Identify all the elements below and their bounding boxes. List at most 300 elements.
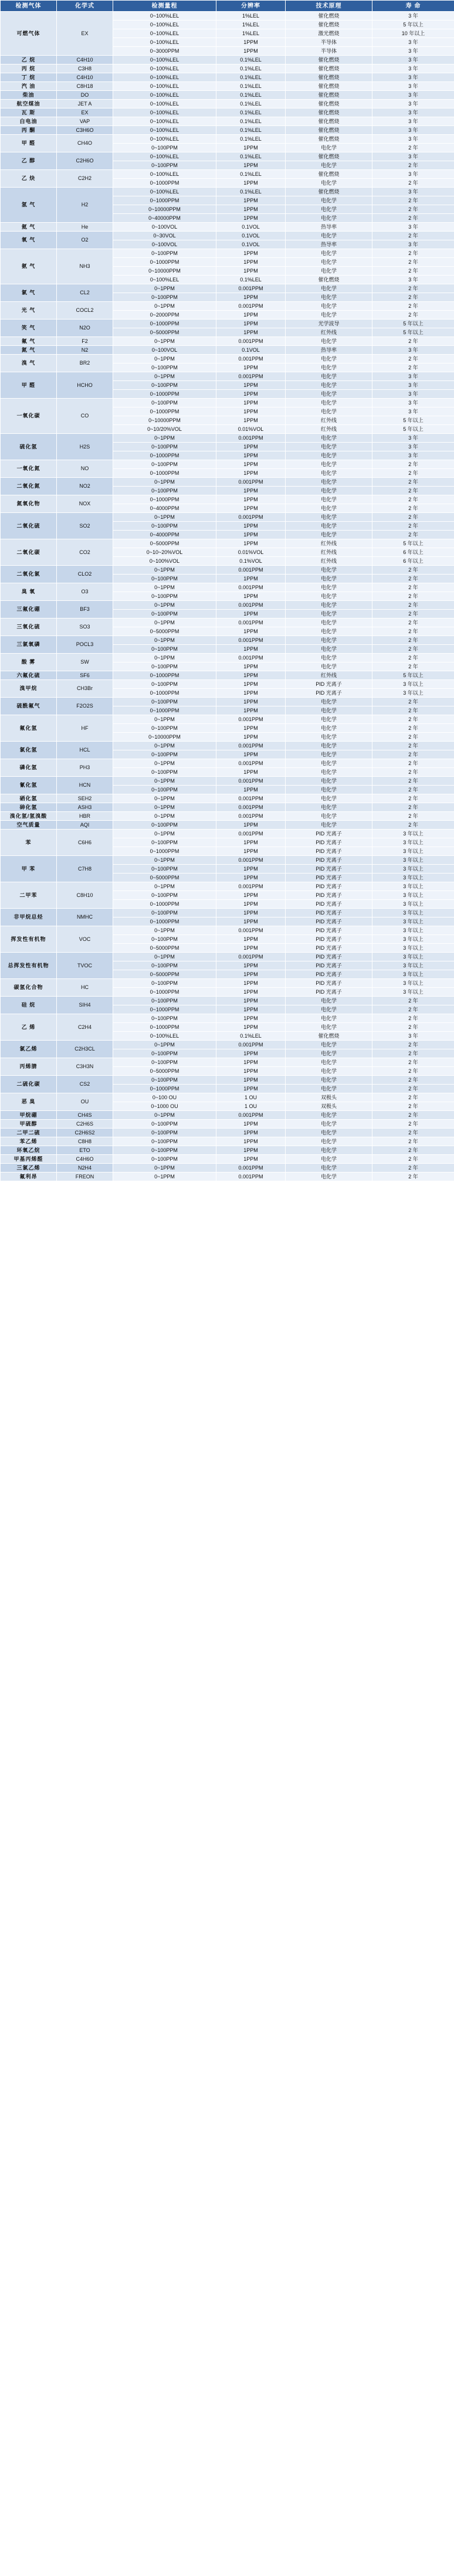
cell-detection-range: 0~100PPM [113,680,216,689]
cell-chemical-formula: C8H18 [57,82,113,91]
cell-detection-range: 0~1PPM [113,742,216,750]
cell-lifetime: 2 年 [372,214,454,223]
cell-detection-range: 0~1000PPM [113,847,216,856]
table-row [1,1076,454,1085]
cell-technology: 电化学 [286,759,372,768]
cell-gas-name: 氟化氢 [1,715,57,742]
cell-resolution: 1PPM [216,1067,286,1076]
cell-detection-range: 0~100PPM [113,891,216,900]
cell-technology: 电化学 [286,302,372,311]
cell-resolution: 0.1%VOL [216,557,286,566]
cell-technology: 电化学 [286,284,372,293]
cell-detection-range: 0~100PPM [113,997,216,1005]
cell-technology: PID 光离子 [286,838,372,847]
cell-resolution: 0.001PPM [216,654,286,662]
cell-detection-range: 0~100PPM [113,249,216,258]
cell-technology: 催化燃烧 [286,73,372,82]
table-row [1,636,454,645]
table-row [1,1093,454,1102]
cell-lifetime: 3 年 [372,117,454,126]
cell-resolution: 0.001PPM [216,1111,286,1120]
table-row [1,126,454,135]
cell-resolution: 0.001PPM [216,513,286,522]
table-row [1,56,454,64]
cell-lifetime: 3 年 [372,346,454,355]
cell-gas-name: 一氧化氮 [1,460,57,478]
cell-technology: 电化学 [286,205,372,214]
cell-chemical-formula: C8H8 [57,1137,113,1146]
cell-technology: 双极头 [286,1093,372,1102]
cell-lifetime: 2 年 [372,1111,454,1120]
cell-resolution: 1PPM [216,249,286,258]
cell-lifetime: 2 年 [372,460,454,469]
cell-detection-range: 0~100%LEL [113,276,216,284]
cell-technology: 催化燃烧 [286,100,372,108]
cell-resolution: 1PPM [216,443,286,451]
cell-detection-range: 0~1000 OU [113,1102,216,1111]
cell-resolution: 0.01%VOL [216,548,286,557]
cell-chemical-formula: C2H3CL [57,1041,113,1058]
cell-technology: 电化学 [286,750,372,759]
cell-chemical-formula: ASH3 [57,803,113,812]
cell-technology: 双极头 [286,1102,372,1111]
cell-gas-name: 硫化氢 [1,434,57,460]
cell-detection-range: 0~4000PPM [113,504,216,513]
cell-technology: 电化学 [286,355,372,363]
cell-detection-range: 0~100PPM [113,786,216,794]
cell-lifetime: 2 年 [372,513,454,522]
cell-lifetime: 2 年 [372,1014,454,1023]
cell-chemical-formula: N2 [57,346,113,355]
cell-gas-name: 乙 烷 [1,56,57,64]
cell-resolution: 1PPM [216,381,286,390]
cell-lifetime: 3 年 [372,135,454,144]
cell-detection-range: 0~1000PPM [113,706,216,715]
cell-detection-range: 0~1PPM [113,1173,216,1181]
cell-lifetime: 3 年以上 [372,988,454,997]
cell-technology: 电化学 [286,1014,372,1023]
cell-resolution: 0.1%LEL [216,152,286,161]
cell-chemical-formula: NMHC [57,909,113,926]
table-row [1,346,454,355]
cell-gas-name: 甲 醛 [1,372,57,399]
cell-lifetime: 3 年以上 [372,917,454,926]
cell-gas-name: 二氧化氮 [1,478,57,495]
cell-chemical-formula: SO2 [57,513,113,539]
cell-resolution: 0.1%LEL [216,170,286,179]
cell-detection-range: 0~1PPM [113,372,216,381]
cell-lifetime: 2 年 [372,1146,454,1155]
cell-lifetime: 2 年 [372,803,454,812]
cell-resolution: 1PPM [216,460,286,469]
cell-resolution: 0.001PPM [216,478,286,487]
cell-lifetime: 2 年 [372,794,454,803]
cell-resolution: 1PPM [216,47,286,56]
cell-resolution: 0.1VOL [216,223,286,232]
cell-detection-range: 0~1PPM [113,926,216,935]
cell-resolution: 0.001PPM [216,777,286,786]
cell-technology: 红外线 [286,548,372,557]
cell-lifetime: 2 年 [372,1120,454,1129]
cell-lifetime: 2 年 [372,636,454,645]
cell-resolution: 1PPM [216,970,286,979]
cell-resolution: 1PPM [216,821,286,830]
table-row [1,1146,454,1155]
cell-technology: 电化学 [286,1041,372,1049]
cell-detection-range: 0~100PPM [113,1014,216,1023]
cell-resolution: 1PPM [216,961,286,970]
cell-technology: 电化学 [286,1164,372,1173]
cell-gas-name: 笑 气 [1,320,57,337]
cell-detection-range: 0~100PPM [113,750,216,759]
cell-resolution: 0.1%LEL [216,108,286,117]
cell-gas-name: 氮氧化物 [1,495,57,513]
cell-technology: 电化学 [286,258,372,267]
cell-gas-name: 光 气 [1,302,57,320]
cell-resolution: 0.001PPM [216,953,286,961]
cell-detection-range: 0~100PPM [113,1146,216,1155]
cell-lifetime: 2 年 [372,196,454,205]
table-row [1,1137,454,1146]
cell-technology: 电化学 [286,821,372,830]
cell-lifetime: 2 年 [372,144,454,152]
cell-lifetime: 3 年 [372,38,454,47]
cell-resolution: 1PPM [216,865,286,874]
cell-lifetime: 2 年 [372,293,454,302]
cell-detection-range: 0~100PPM [113,838,216,847]
table-row [1,909,454,917]
cell-resolution: 0.001PPM [216,337,286,346]
cell-technology: 电化学 [286,337,372,346]
cell-chemical-formula: C8H10 [57,882,113,909]
cell-resolution: 0.1VOL [216,232,286,240]
cell-technology: 电化学 [286,803,372,812]
cell-resolution: 1PPM [216,1049,286,1058]
cell-technology: 电化学 [286,1129,372,1137]
cell-lifetime: 2 年 [372,821,454,830]
cell-lifetime: 2 年 [372,478,454,487]
cell-technology: 催化燃烧 [286,64,372,73]
cell-technology: 电化学 [286,733,372,742]
cell-chemical-formula: CS2 [57,1076,113,1093]
cell-detection-range: 0~1000PPM [113,900,216,909]
cell-resolution: 0.1%LEL [216,126,286,135]
table-row [1,794,454,803]
cell-technology: PID 光离子 [286,988,372,997]
cell-detection-range: 0~1000PPM [113,390,216,399]
cell-lifetime: 2 年 [372,1102,454,1111]
cell-lifetime: 2 年 [372,469,454,478]
cell-technology: PID 光离子 [286,847,372,856]
cell-chemical-formula: CH4S [57,1111,113,1120]
cell-resolution: 0.001PPM [216,302,286,311]
cell-detection-range: 0~100PPM [113,1120,216,1129]
cell-resolution: 1PPM [216,487,286,495]
table-row [1,1164,454,1173]
cell-detection-range: 0~1000PPM [113,917,216,926]
cell-detection-range: 0~100%LEL [113,29,216,38]
cell-resolution: 0.001PPM [216,742,286,750]
cell-resolution: 1PPM [216,909,286,917]
cell-lifetime: 3 年 [372,276,454,284]
cell-gas-name: 可燃气体 [1,12,57,56]
cell-technology: 电化学 [286,478,372,487]
cell-technology: PID 光离子 [286,979,372,988]
cell-lifetime: 3 年 [372,407,454,416]
cell-detection-range: 0~100PPM [113,1137,216,1146]
cell-technology: 催化燃烧 [286,1032,372,1041]
cell-detection-range: 0~10/20%VOL [113,425,216,434]
table-row [1,82,454,91]
cell-lifetime: 3 年以上 [372,891,454,900]
cell-lifetime: 2 年 [372,777,454,786]
cell-lifetime: 2 年 [372,706,454,715]
cell-lifetime: 2 年 [372,786,454,794]
cell-lifetime: 2 年 [372,733,454,742]
cell-gas-name: 一氧化碳 [1,399,57,434]
cell-detection-range: 0~2000PPM [113,311,216,320]
cell-gas-name: 空气质量 [1,821,57,830]
cell-technology: PID 光离子 [286,900,372,909]
cell-technology: 电化学 [286,267,372,276]
cell-gas-name: 瓦 斯 [1,108,57,117]
cell-detection-range: 0~1000PPM [113,451,216,460]
cell-lifetime: 5 年以上 [372,671,454,680]
table-row [1,320,454,328]
cell-technology: 催化燃烧 [286,117,372,126]
cell-lifetime: 2 年 [372,232,454,240]
cell-gas-name: 二氧化氯 [1,566,57,583]
cell-gas-name: 氯 气 [1,284,57,302]
cell-gas-name: 二甲二硫 [1,1129,57,1137]
cell-chemical-formula: HC [57,979,113,997]
cell-resolution: 1PPM [216,539,286,548]
cell-resolution: 1PPM [216,179,286,188]
cell-detection-range: 0~100PPM [113,698,216,706]
cell-chemical-formula: ETO [57,1146,113,1155]
cell-resolution: 1PPM [216,390,286,399]
cell-gas-name: 甲 苯 [1,856,57,882]
cell-gas-name: 氮 气 [1,346,57,355]
cell-technology: 电化学 [286,451,372,460]
cell-technology: PID 光离子 [286,944,372,953]
cell-detection-range: 0~1000PPM [113,258,216,267]
cell-lifetime: 2 年 [372,698,454,706]
cell-technology: 半导体 [286,38,372,47]
cell-technology: 红外线 [286,328,372,337]
table-row [1,232,454,240]
cell-chemical-formula: POCL3 [57,636,113,654]
cell-detection-range: 0~100%LEL [113,117,216,126]
cell-lifetime: 3 年 [372,372,454,381]
cell-chemical-formula: C2H4 [57,1014,113,1041]
table-row [1,812,454,821]
cell-technology: 电化学 [286,1058,372,1067]
cell-lifetime: 5 年以上 [372,539,454,548]
table-row [1,460,454,469]
cell-detection-range: 0~100PPM [113,487,216,495]
table-row [1,601,454,610]
cell-chemical-formula: C2H2 [57,170,113,188]
cell-detection-range: 0~1PPM [113,803,216,812]
cell-gas-name: 丁 烷 [1,73,57,82]
cell-gas-name: 甲 醛 [1,135,57,152]
table-row [1,249,454,258]
cell-lifetime: 2 年 [372,742,454,750]
cell-technology: 电化学 [286,522,372,531]
cell-resolution: 1PPM [216,1023,286,1032]
cell-gas-name: 氟 气 [1,337,57,346]
cell-chemical-formula: O3 [57,583,113,601]
cell-gas-name: 二硫化碳 [1,1076,57,1093]
cell-technology: 电化学 [286,144,372,152]
cell-detection-range: 0~1PPM [113,777,216,786]
cell-lifetime: 2 年 [372,724,454,733]
cell-lifetime: 3 年以上 [372,830,454,838]
cell-technology: 催化燃烧 [286,135,372,144]
cell-detection-range: 0~100%LEL [113,64,216,73]
cell-detection-range: 0~10000PPM [113,733,216,742]
cell-technology: PID 光离子 [286,926,372,935]
cell-resolution: 0.001PPM [216,1164,286,1173]
cell-detection-range: 0~1000PPM [113,469,216,478]
cell-resolution: 0.1%LEL [216,91,286,100]
cell-detection-range: 0~5000PPM [113,539,216,548]
cell-resolution: 0.001PPM [216,372,286,381]
cell-chemical-formula: VOC [57,926,113,953]
cell-detection-range: 0~5000PPM [113,328,216,337]
cell-chemical-formula: JET A [57,100,113,108]
cell-chemical-formula: C3H8 [57,64,113,73]
cell-gas-name: 氨 气 [1,249,57,284]
cell-technology: 电化学 [286,460,372,469]
table-row [1,830,454,838]
cell-detection-range: 0~100PPM [113,144,216,152]
cell-resolution: 0.001PPM [216,284,286,293]
cell-detection-range: 0~30VOL [113,232,216,240]
cell-detection-range: 0~1PPM [113,583,216,592]
cell-resolution: 1PPM [216,917,286,926]
cell-gas-name: 氰化氢 [1,777,57,794]
cell-technology: 电化学 [286,645,372,654]
cell-gas-name: 苯乙烯 [1,1137,57,1146]
cell-lifetime: 5 年以上 [372,328,454,337]
cell-gas-name: 航空煤油 [1,100,57,108]
cell-detection-range: 0~1000PPM [113,320,216,328]
cell-chemical-formula: NO2 [57,478,113,495]
cell-lifetime: 2 年 [372,531,454,539]
table-row [1,135,454,144]
cell-lifetime: 3 年 [372,381,454,390]
cell-chemical-formula: SO3 [57,618,113,636]
cell-gas-name: 硒化氢 [1,794,57,803]
cell-technology: 电化学 [286,742,372,750]
cell-technology: 电化学 [286,566,372,575]
cell-chemical-formula: C2H6S [57,1120,113,1129]
cell-gas-name: 乙 炔 [1,170,57,188]
cell-technology: 电化学 [286,610,372,618]
cell-technology: 激光燃烧 [286,29,372,38]
cell-resolution: 1%LEL [216,12,286,21]
cell-technology: 电化学 [286,311,372,320]
cell-gas-name: 苯 [1,830,57,856]
cell-chemical-formula: EX [57,108,113,117]
cell-chemical-formula: SW [57,654,113,671]
cell-detection-range: 0~100PPM [113,645,216,654]
cell-detection-range: 0~1000PPM [113,495,216,504]
cell-gas-name: 硫酰氟气 [1,698,57,715]
cell-lifetime: 2 年 [372,267,454,276]
cell-detection-range: 0~100%LEL [113,1032,216,1041]
cell-chemical-formula: SEH2 [57,794,113,803]
cell-technology: 催化燃烧 [286,82,372,91]
cell-gas-name: 甲烷硼 [1,1111,57,1120]
cell-detection-range: 0~100%LEL [113,91,216,100]
cell-chemical-formula: CH4O [57,135,113,152]
cell-technology: 热导率 [286,223,372,232]
cell-lifetime: 3 年以上 [372,847,454,856]
cell-technology: 电化学 [286,786,372,794]
cell-resolution: 1%LEL [216,21,286,29]
cell-lifetime: 3 年 [372,240,454,249]
cell-technology: PID 光离子 [286,882,372,891]
cell-lifetime: 5 年以上 [372,416,454,425]
table-row [1,1155,454,1164]
cell-detection-range: 0~1PPM [113,759,216,768]
cell-detection-range: 0~100PPM [113,575,216,583]
cell-gas-name: 氧 气 [1,232,57,249]
cell-technology: PID 光离子 [286,680,372,689]
cell-resolution: 1PPM [216,293,286,302]
cell-resolution: 0.1%LEL [216,135,286,144]
cell-chemical-formula: HF [57,715,113,742]
cell-resolution: 0.1%LEL [216,276,286,284]
cell-resolution: 1PPM [216,328,286,337]
cell-technology: 电化学 [286,434,372,443]
cell-technology: 电化学 [286,1005,372,1014]
cell-lifetime: 2 年 [372,618,454,627]
cell-resolution: 0.001PPM [216,1173,286,1181]
cell-technology: 催化燃烧 [286,56,372,64]
cell-resolution: 1PPM [216,1129,286,1137]
cell-technology: 电化学 [286,443,372,451]
cell-technology: PID 光离子 [286,865,372,874]
cell-lifetime: 3 年 [372,451,454,460]
table-row [1,434,454,443]
cell-detection-range: 0~5000PPM [113,970,216,979]
cell-lifetime: 5 年以上 [372,320,454,328]
cell-gas-name: 三氯氧磷 [1,636,57,654]
cell-detection-range: 0~1000PPM [113,196,216,205]
cell-technology: 电化学 [286,1146,372,1155]
cell-chemical-formula: AQI [57,821,113,830]
cell-resolution: 1PPM [216,750,286,759]
table-row [1,566,454,575]
cell-technology: 电化学 [286,232,372,240]
cell-chemical-formula: BR2 [57,355,113,372]
cell-lifetime: 2 年 [372,627,454,636]
cell-resolution: 0.001PPM [216,1041,286,1049]
cell-chemical-formula: CO [57,399,113,434]
cell-gas-name: 丙烯腈 [1,1058,57,1076]
cell-chemical-formula: NOX [57,495,113,513]
cell-technology: 红外线 [286,416,372,425]
cell-lifetime: 2 年 [372,504,454,513]
cell-lifetime: 3 年 [372,56,454,64]
cell-detection-range: 0~100PPM [113,961,216,970]
cell-technology: 电化学 [286,706,372,715]
cell-resolution: 1PPM [216,1005,286,1014]
